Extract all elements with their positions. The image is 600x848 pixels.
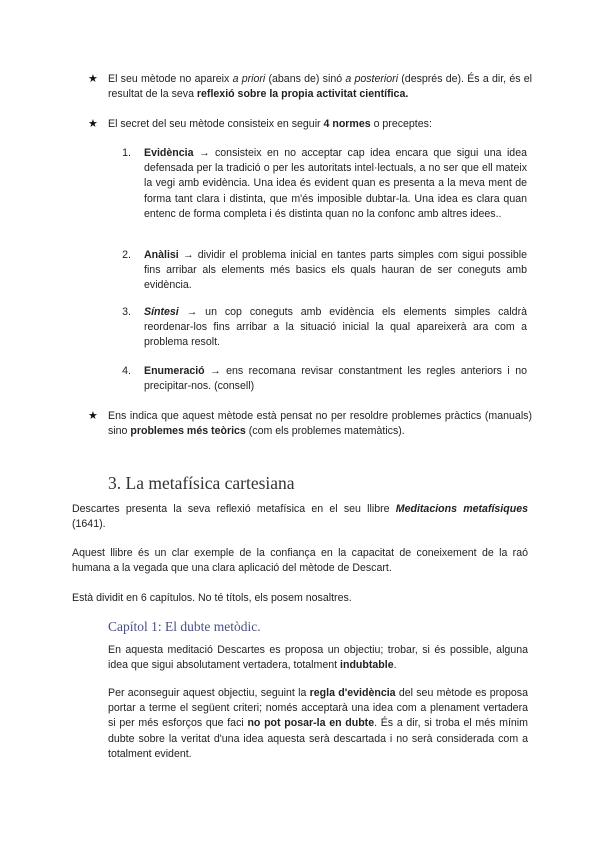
- bold-phrase: reflexió sobre la propia activitat científica.: [196, 88, 409, 101]
- rule-term: Anàlisi: [144, 249, 179, 261]
- text: .: [393, 659, 397, 672]
- rule-term: Síntesi: [144, 306, 179, 318]
- bullet-paragraph-1: [108, 72, 532, 102]
- rule-analisi: [144, 248, 527, 294]
- section-paragraph-1: [72, 502, 528, 532]
- text: (1641).: [72, 518, 106, 531]
- chapter-paragraph-1: [108, 643, 528, 673]
- star-bullet-icon: ★: [88, 410, 98, 422]
- rule-enumeracio: [144, 364, 527, 394]
- text: (abans de) sinó: [265, 73, 346, 85]
- text: El secret del seu mètode consisteix en seguir: [108, 118, 324, 130]
- text: (després de). És a dir, és el resultat de la seva: [108, 73, 532, 101]
- text: Descartes presenta la seva reflexió metafísica en el seu llibre: [72, 503, 396, 515]
- section-paragraph-3: Està dividit en 6 capítulos. No té títols, els posem nosaltres.: [72, 592, 352, 604]
- rule-sintesi: [144, 305, 527, 351]
- list-number: 2.: [122, 249, 131, 261]
- book-title: Meditacions metafísiques: [395, 503, 528, 515]
- rule-evidencia: [144, 146, 527, 222]
- text: En aquesta meditació Descartes es proposa un objectiu; trobar, si és possible, alguna idea que sigui absolutament vertadera, totalment: [108, 644, 528, 672]
- text: (com els problemes matemàtics).: [245, 425, 405, 438]
- section-paragraph-2: Aquest llibre és un clar exemple de la confiança en la capacitat de coneixement de la raó humana a la vegada que una clara aplicació del mètode de Descart.: [72, 547, 528, 575]
- star-bullet-icon: ★: [88, 73, 98, 85]
- arrow-icon: →: [210, 365, 221, 377]
- text: o preceptes:: [370, 118, 432, 130]
- text: El seu mètode no apareix: [108, 73, 233, 85]
- italic-term: a priori: [232, 73, 266, 85]
- rule-text: dividir el problema inicial en tantes parts simples com sigui possible fins arribar als elements més basics els quals hauran de ser coneguts amb evidència.: [144, 249, 527, 292]
- bold-phrase: no pot posar-la en dubte: [247, 717, 375, 730]
- rule-term: Enumeració: [144, 365, 205, 377]
- rule-text: consisteix en no acceptar cap idea encara que sigui una idea defensada per la tradició o per les autoritats intel·lectuals, a no ser que ell mateix la vegi amb evidència. Una idea és evident quan es presenta a la meva ment de forma tant clara i distinta, que m'és imposible dubtar-la. Una idea es clara quan entenc de forma completa i és distinta quan no la confonc amb altres idees..: [144, 147, 527, 220]
- text: Per aconseguir aquest objectiu, seguint la: [108, 687, 310, 699]
- bold-phrase: 4 normes: [323, 118, 371, 130]
- arrow-icon: →: [198, 147, 210, 159]
- star-bullet-icon: ★: [88, 118, 98, 130]
- rule-text: un cop coneguts amb evidència els elements simples caldrà reordenar-los fins arribar a la situació inicial la qual apareixerà ara com a problema resolt.: [144, 306, 527, 349]
- text: . És a dir, si troba el més mínim dubte sobre la veritat d'una idea aquesta serà descartada i no serà considerada com a totalment evident.: [108, 717, 528, 760]
- bold-phrase: indubtable: [340, 659, 394, 672]
- bold-phrase: regla d'evidència: [309, 687, 396, 699]
- arrow-icon: →: [182, 249, 194, 261]
- chapter-heading: Capítol 1: El dubte metòdic.: [108, 619, 261, 634]
- list-number: 4.: [122, 365, 131, 377]
- chapter-paragraph-2: [108, 686, 528, 762]
- text: del seu mètode es proposa portar a terme el següent criteri; només acceptarà una idea com a plenament vertadera si per més esforços que faci: [108, 687, 528, 730]
- section-heading: 3. La metafísica cartesiana: [108, 473, 295, 493]
- bullet-paragraph-2: [108, 117, 532, 132]
- bullet-paragraph-3: [108, 409, 532, 439]
- list-number: 3.: [122, 306, 131, 318]
- list-number: 1.: [122, 147, 131, 159]
- rule-term: Evidència: [144, 147, 194, 159]
- italic-term: a posteriori: [345, 73, 399, 85]
- bold-phrase: problemes més teòrics: [130, 425, 246, 438]
- rule-text: ens recomana revisar constantment les regles anteriors i no precipitar-nos. (consell): [144, 365, 527, 393]
- text: Ens indica que aquest mètode està pensat no per resoldre problemes pràctics (manuals) sino: [108, 410, 532, 438]
- arrow-icon: →: [186, 306, 198, 318]
